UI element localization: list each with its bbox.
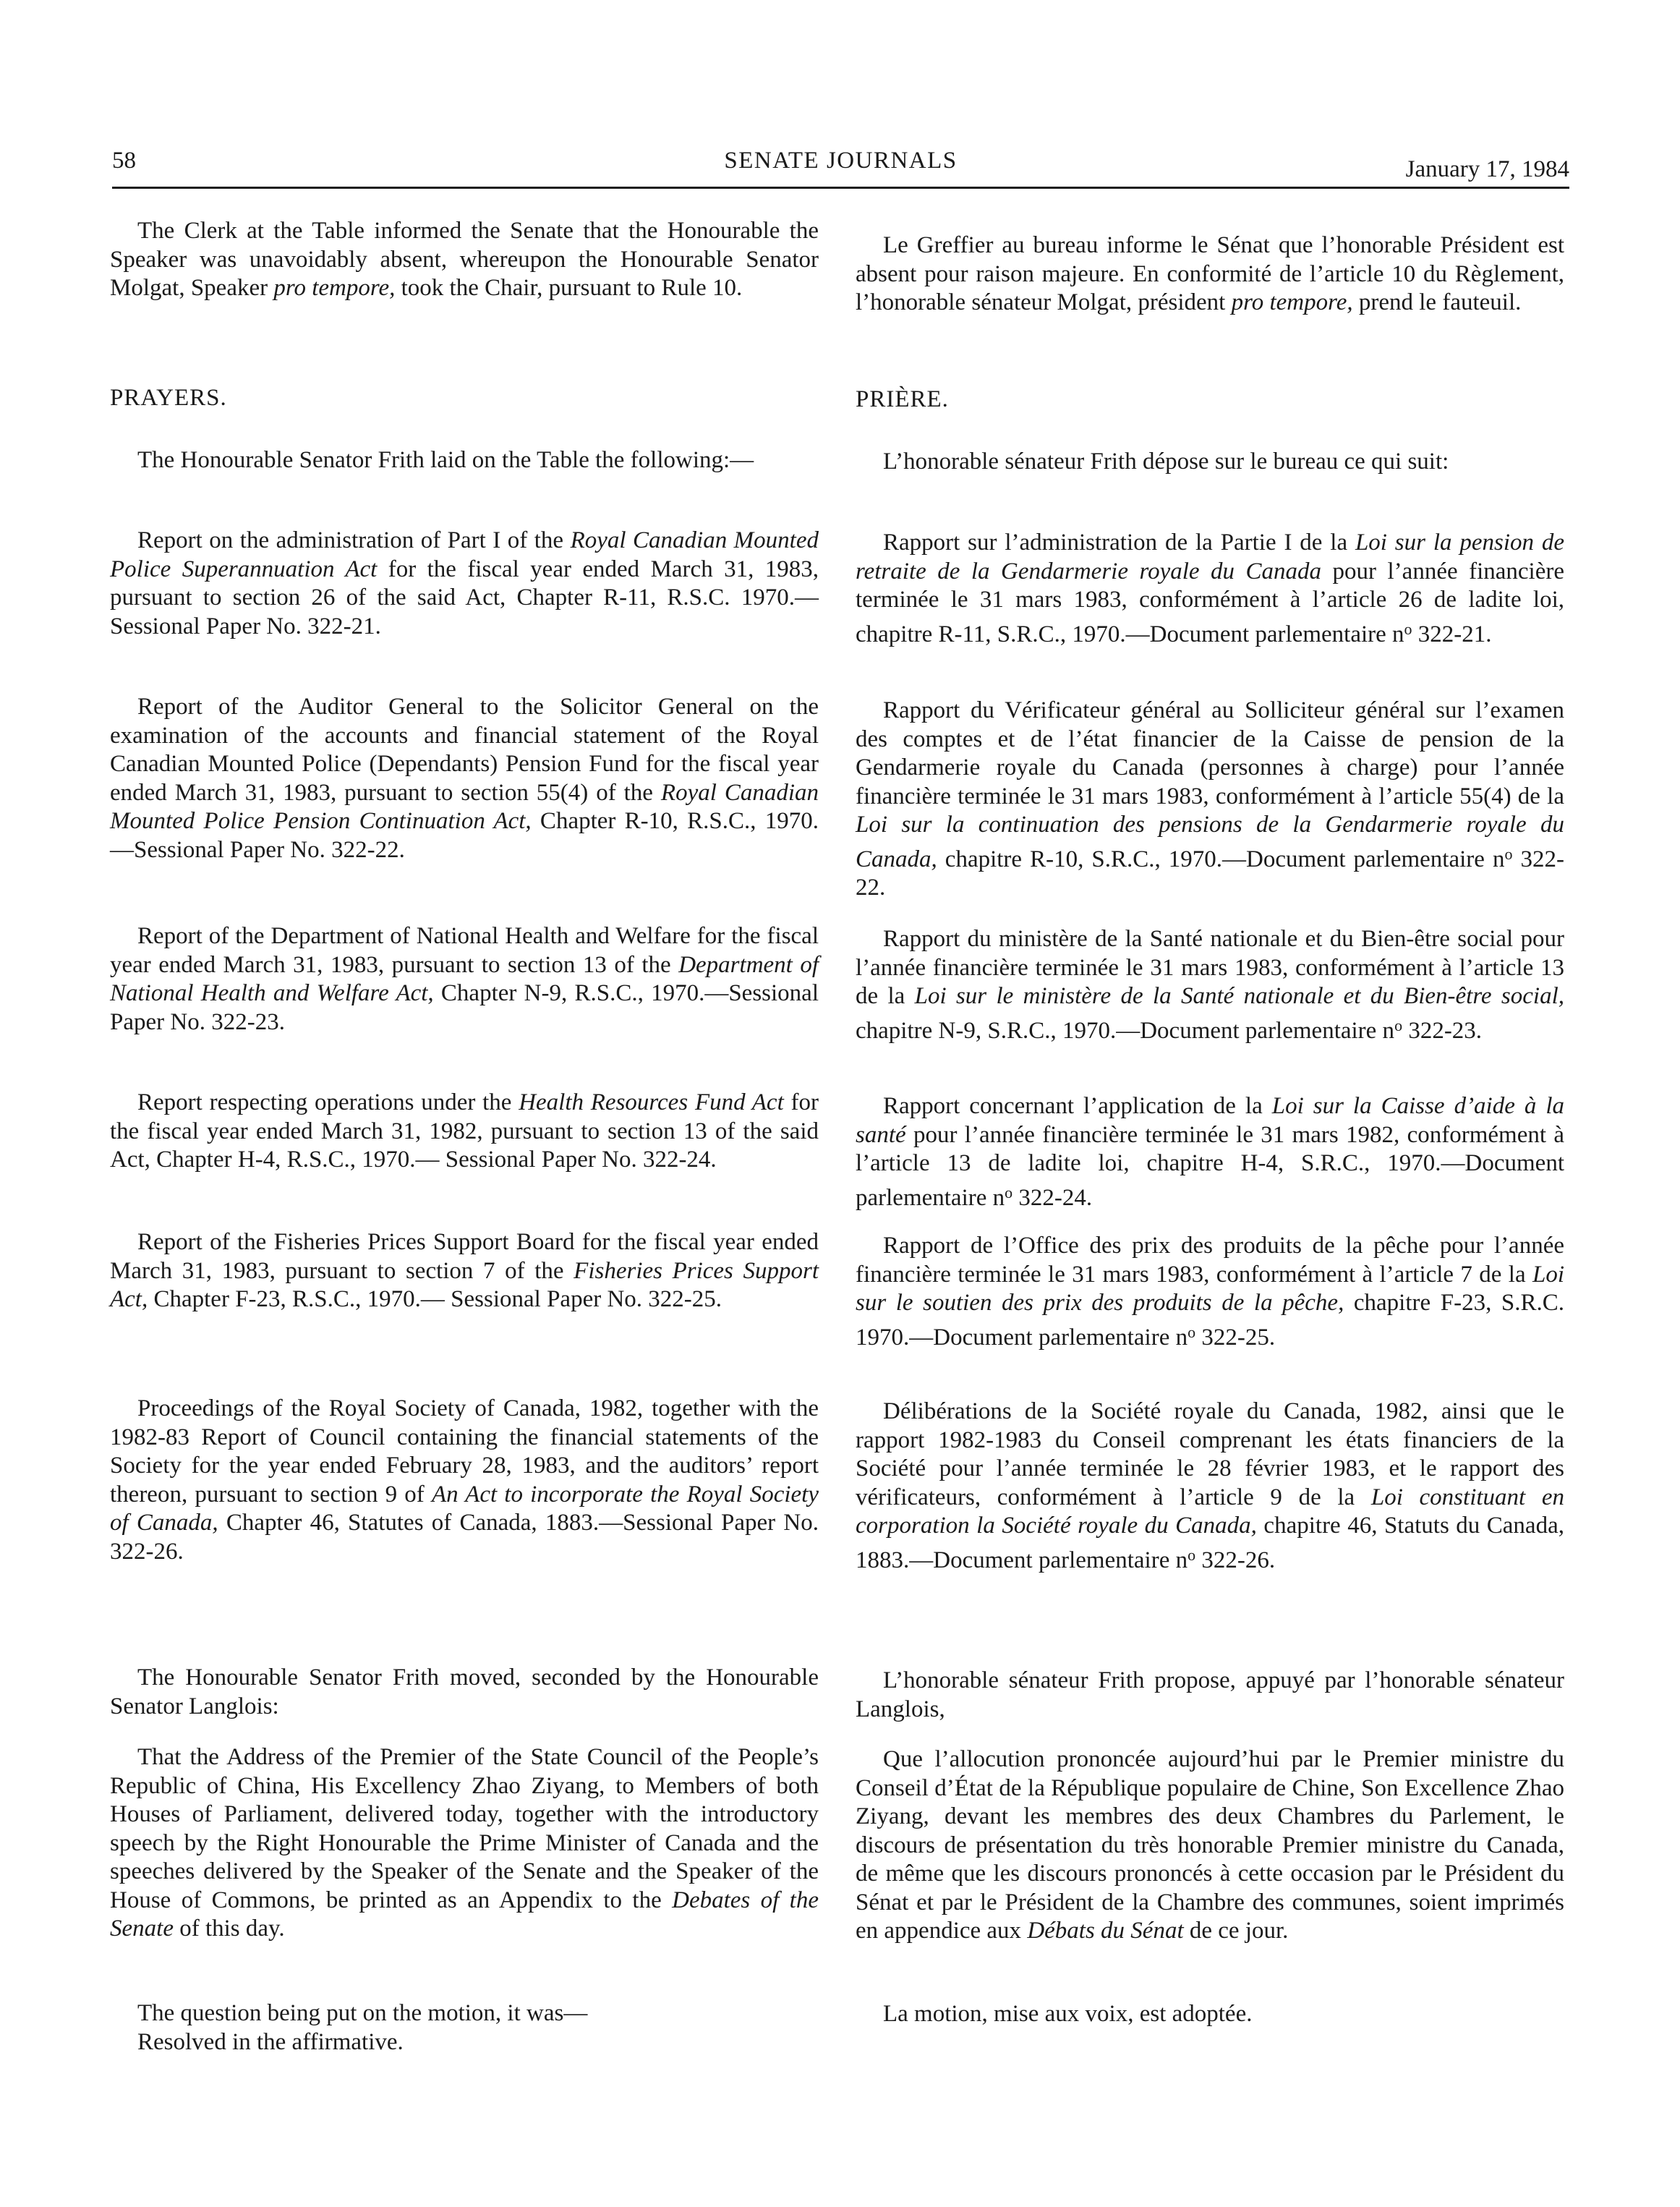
- report-rcmp-superannuation: [110, 527, 819, 641]
- rapport-prix-peche: [856, 1232, 1564, 1352]
- numero-superscript: o: [1394, 1016, 1403, 1034]
- act-title: Loi sur le ministère de la Santé nationale et du Bien-être social,: [914, 983, 1564, 1009]
- paper-number: 322-22.: [856, 846, 1565, 901]
- paper-number: 322-23.: [1408, 1017, 1483, 1044]
- motion-paragraph-fr: [856, 1745, 1564, 1946]
- greffier-paragraph: [856, 231, 1564, 318]
- text: of this day.: [173, 1915, 285, 1942]
- frith-depose-paragraph: L’honorable sénateur Frith dépose sur le bureau ce qui suit:: [883, 448, 1449, 475]
- text: Report on the administration of Part I of the: [137, 527, 571, 553]
- act-title: Royal Canadian Mounted Police Superannuation Act: [110, 527, 819, 582]
- text: Chapter N-9, R.S.C., 1970.—Sessional Paper No. 322-23.: [110, 980, 819, 1035]
- text: Délibérations de la Société royale du Canada, 1982, ainsi que le rapport 1982-1983 du Conseil comprenant les états financiers de la Société pour l’année terminée le 28 février 1983, et le rapport des vérificateurs, conformément à l’article 9 de la: [856, 1398, 1564, 1510]
- numero-superscript: o: [1504, 844, 1513, 863]
- act-title: Loi sur la Caisse d’aide à la santé: [856, 1093, 1565, 1148]
- text: Rapport de l’Office des prix des produits de la pêche pour l’année financière terminée le 31 mars 1983, conformément à l’article 7 de la: [856, 1233, 1564, 1288]
- act-title: Loi sur le soutien des prix des produits de la pêche,: [856, 1261, 1564, 1316]
- paper-number: 322-21.: [1417, 621, 1492, 647]
- frith-laid-paragraph: The Honourable Senator Frith laid on the Table the following:—: [137, 447, 754, 473]
- text: Rapport du Vérificateur général au Solliciteur général sur l’examen des comptes et de l’état financier de la Caisse de pension de la Gendarmerie royale du Canada (personnes à charge) pour l’année financière terminée le 31 mars 1983, conformément à l’article 55(4) de la: [856, 697, 1564, 809]
- text: for the fiscal year ended March 31, 1983, pursuant to section 26 of the said Act, Chapter R-11, R.S.C. 1970.—Sessional Paper No. 322-21.: [110, 556, 819, 639]
- paper-number: 322-26.: [1201, 1547, 1276, 1573]
- resolved-paragraph: Resolved in the affirmative.: [137, 2029, 404, 2055]
- prayers-heading: PRAYERS.: [110, 385, 227, 411]
- text: Le Greffier au bureau informe le Sénat que l’honorable Président est absent pour raison majeure. En conformité de l’article 10 du Règlement, l’honorable sénateur Molgat, président: [856, 232, 1564, 315]
- text: chapitre 46, Statuts du Canada, 1883.—Document parlementaire n: [856, 1513, 1564, 1573]
- deliberations-societe-royale: [856, 1398, 1564, 1575]
- numero-superscript: o: [1187, 1545, 1196, 1564]
- question-paragraph: The question being put on the motion, it was—: [137, 2000, 588, 2026]
- frith-moved-paragraph: The Honourable Senator Frith moved, seconded by the Honourable Senator Langlois:: [110, 1664, 819, 1719]
- text: Report respecting operations under the: [137, 1089, 519, 1115]
- text: for the fiscal year ended March 31, 1982, pursuant to section 13 of the said Act, Chapter H-4, R.S.C., 1970.— Sessional Paper No. 322-24.: [110, 1089, 819, 1173]
- report-health-resources: [110, 1089, 819, 1175]
- italic-text: Débats du Sénat: [1027, 1918, 1184, 1944]
- act-title: Loi sur la continuation des pensions de la Gendarmerie royale du Canada,: [856, 812, 1564, 872]
- text: Report of the Auditor General to the Solicitor General on the examination of the accounts and financial statement of the Royal Canadian Mounted Police (Dependants) Pension Fund for the fiscal year ended March 31, 1983, pursuant to section 55(4) of the: [110, 694, 819, 806]
- act-title: Royal Canadian Mounted Police Pension Continuation Act,: [110, 779, 819, 834]
- text: Proceedings of the Royal Society of Canada, 1982, together with the 1982-83 Report of Council containing the financial statements of the Society for the year ended February 28, 1983, and the auditors’ report thereon, pursuant to section 9 of: [110, 1395, 819, 1508]
- adopted-paragraph: La motion, mise aux voix, est adoptée.: [883, 2001, 1253, 2027]
- text: de ce jour.: [1183, 1918, 1289, 1944]
- rapport-caisse-aide-sante: [856, 1092, 1564, 1212]
- act-title: Department of National Health and Welfare Act,: [110, 951, 819, 1006]
- act-title: An Act to incorporate the Royal Society of Canada,: [110, 1481, 819, 1536]
- text: Chapter 46, Statutes of Canada, 1883.—Sessional Paper No. 322-26.: [110, 1510, 819, 1565]
- italic-text: pro tempore,: [1231, 289, 1353, 315]
- report-auditor-general: [110, 693, 819, 864]
- numero-superscript: o: [1005, 1183, 1013, 1202]
- report-fisheries-prices: [110, 1228, 819, 1314]
- text: pour l’année financière terminée le 31 mars 1982, conformément à l’article 13 de ladite loi, chapitre H-4, S.R.C., 1970.—Document parlementaire n: [856, 1121, 1564, 1211]
- italic-text: Debates of the Senate: [110, 1887, 819, 1942]
- header-rule: [112, 187, 1569, 189]
- text: Chapter F-23, R.S.C., 1970.— Sessional Paper No. 322-25.: [148, 1286, 722, 1312]
- act-title: Fisheries Prices Support Act,: [110, 1257, 819, 1312]
- text: Report of the Fisheries Prices Support Board for the fiscal year ended March 31, 1983, pursuant to section 7 of the: [110, 1229, 819, 1284]
- italic-text: pro tempore,: [273, 275, 396, 301]
- act-title: Loi sur la pension de retraite de la Gendarmerie royale du Canada: [856, 530, 1564, 584]
- proceedings-royal-society: [110, 1395, 819, 1566]
- motion-paragraph: [110, 1743, 819, 1944]
- frith-propose-paragraph: L’honorable sénateur Frith propose, appuyé par l’honorable sénateur Langlois,: [856, 1667, 1564, 1722]
- text: That the Address of the Premier of the State Council of the People’s Republic of China, His Excellency Zhao Ziyang, to Members of both Houses of Parliament, delivered today, together with the introductory speech by the Right Honourable the Prime Minister of Canada and the speeches delivered by the Speaker of the Senate and the Speaker of the House of Commons, be printed as an Appendix to the: [110, 1744, 819, 1913]
- rapport-sante-nationale: [856, 925, 1564, 1045]
- text: chapitre F-23, S.R.C. 1970.—Document parlementaire n: [856, 1290, 1564, 1351]
- rapport-pension-gendarmerie: [856, 529, 1564, 649]
- text: Que l’allocution prononcée aujourd’hui par le Premier ministre du Conseil d’État de la République populaire de Chine, Son Excellence Zhao Ziyang, devant les membres des deux Chambres du Parlement, le discours de présentation du très honorable Premier ministre du Canada, de même que les discours prononcés à cette occasion par le Président du Sénat et par le Président de la Chambre des communes, soient imprimés en appendice aux: [856, 1746, 1564, 1944]
- report-national-health: [110, 922, 819, 1037]
- text: Rapport du ministère de la Santé nationale et du Bien-être social pour l’année financière terminée le 31 mars 1983, conformément à l’article 13 de la: [856, 926, 1564, 1009]
- text: Chapter R-10, R.S.C., 1970.—Sessional Paper No. 322-22.: [110, 808, 819, 863]
- act-title: Loi constituant en corporation la Société royale du Canada,: [856, 1484, 1564, 1539]
- text: Report of the Department of National Health and Welfare for the fiscal year ended March 31, 1983, pursuant to section 13 of the: [110, 923, 819, 978]
- text: took the Chair, pursuant to Rule 10.: [395, 275, 743, 301]
- text: chapitre N-9, S.R.C., 1970.—Document parlementaire n: [856, 1017, 1395, 1044]
- clerk-paragraph: [110, 217, 819, 303]
- page-number: 58: [112, 148, 136, 174]
- act-title: Health Resources Fund Act: [519, 1089, 784, 1115]
- text: The Clerk at the Table informed the Senate that the Honourable the Speaker was unavoidably absent, whereupon the Honourable Senator Molgat, Speaker: [110, 218, 819, 301]
- rapport-verificateur-general: [856, 697, 1564, 903]
- numero-superscript: o: [1187, 1322, 1196, 1341]
- text: Rapport concernant l’application de la: [883, 1093, 1272, 1119]
- journal-title: SENATE JOURNALS: [724, 148, 958, 174]
- paper-number: 322-25.: [1201, 1324, 1276, 1351]
- text: pour l’année financière terminée le 31 mars 1983, conformément à l’article 26 de ladite loi, chapitre R-11, S.R.C., 1970.—Document parlementaire n: [856, 558, 1564, 647]
- paper-number: 322-24.: [1018, 1184, 1093, 1211]
- text: Rapport sur l’administration de la Partie I de la: [883, 530, 1355, 556]
- text: prend le fauteuil.: [1352, 289, 1522, 315]
- numero-superscript: o: [1404, 619, 1412, 638]
- text: chapitre R-10, S.R.C., 1970.—Document parlementaire n: [937, 846, 1505, 872]
- page-header: [112, 148, 1569, 191]
- priere-heading: PRIÈRE.: [856, 386, 949, 412]
- journal-date: January 17, 1984: [1405, 156, 1569, 182]
